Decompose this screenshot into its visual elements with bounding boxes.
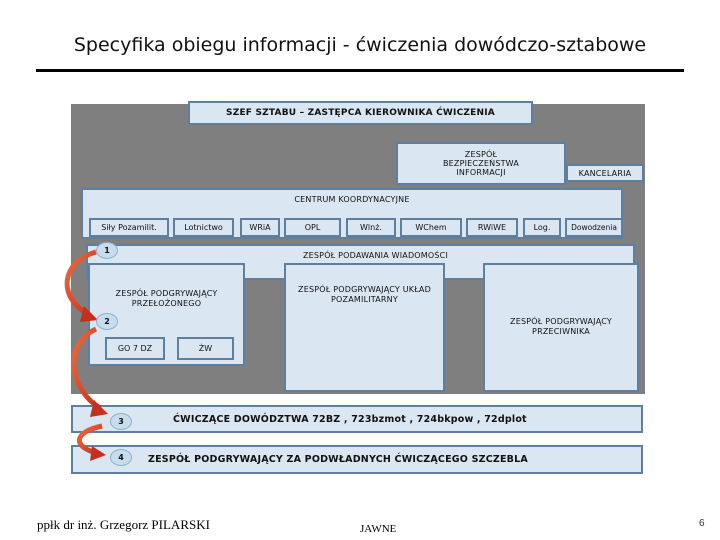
page-number: 6 [699, 518, 705, 529]
step-badge-1: 1 [96, 242, 118, 259]
bezpieczenstwo-box: ZESPÓŁ BEZPIECZEŃSTWA INFORMACJI [396, 142, 566, 185]
przeciwnika-box: ZESPÓŁ PODGRYWAJĄCY PRZECIWNIKA [483, 263, 639, 392]
title-underline [36, 69, 684, 72]
cell-wchem: WChem [400, 218, 462, 237]
footer-classification: JAWNE [360, 523, 397, 535]
cell-log: Log. [523, 218, 561, 237]
podwladnych-box: ZESPÓŁ PODGRYWAJĄCY ZA PODWŁADNYCH ĆWICZĄCEGO SZCZEBLA [71, 445, 643, 474]
centrum-label: CENTRUM KOORDYNACYJNE [294, 195, 410, 204]
step-badge-2: 2 [96, 313, 118, 330]
cell-lotnictwo: Lotnictwo [173, 218, 234, 237]
step-badge-3: 3 [110, 413, 132, 430]
cell-rwiwe: RWiWE [466, 218, 518, 237]
cell-opl: OPL [284, 218, 341, 237]
slide-title: Specyfika obiegu informacji - ćwiczenia dowódczo-sztabowe [73, 34, 647, 56]
pozamilitarny-box: ZESPÓŁ PODGRYWAJĄCY UKŁAD POZAMILITARNY [284, 263, 445, 392]
cwiczace-box: ĆWICZĄCE DOWÓDZTWA 72BZ , 723bzmot , 724bkpow , 72dplot [71, 405, 643, 433]
cell-winz: Wlnż. [346, 218, 396, 237]
step-badge-4: 4 [110, 449, 132, 466]
go7dz-box: GO 7 DZ [105, 337, 165, 360]
kancelaria-box: KANCELARIA [566, 164, 644, 182]
cell-sily-pozamilit: Siły Pozamilit. [89, 218, 169, 237]
zw-box: ŻW [177, 337, 234, 360]
footer-author: ppłk dr inż. Grzegorz PILARSKI [37, 517, 210, 532]
podawanie-wiadomosci-box: ZESPÓŁ PODAWANIA WIADOMOŚCI [86, 244, 635, 280]
cell-wria: WRiA [240, 218, 280, 237]
cell-dowodzenia: Dowodzenia [565, 218, 623, 237]
przelozonego-box: ZESPÓŁ PODGRYWAJĄCY PRZEŁOŻONEGO [88, 263, 245, 366]
szef-sztabu-box: SZEF SZTABU – ZASTĘPCA KIEROWNIKA ĆWICZENIA [188, 101, 533, 125]
